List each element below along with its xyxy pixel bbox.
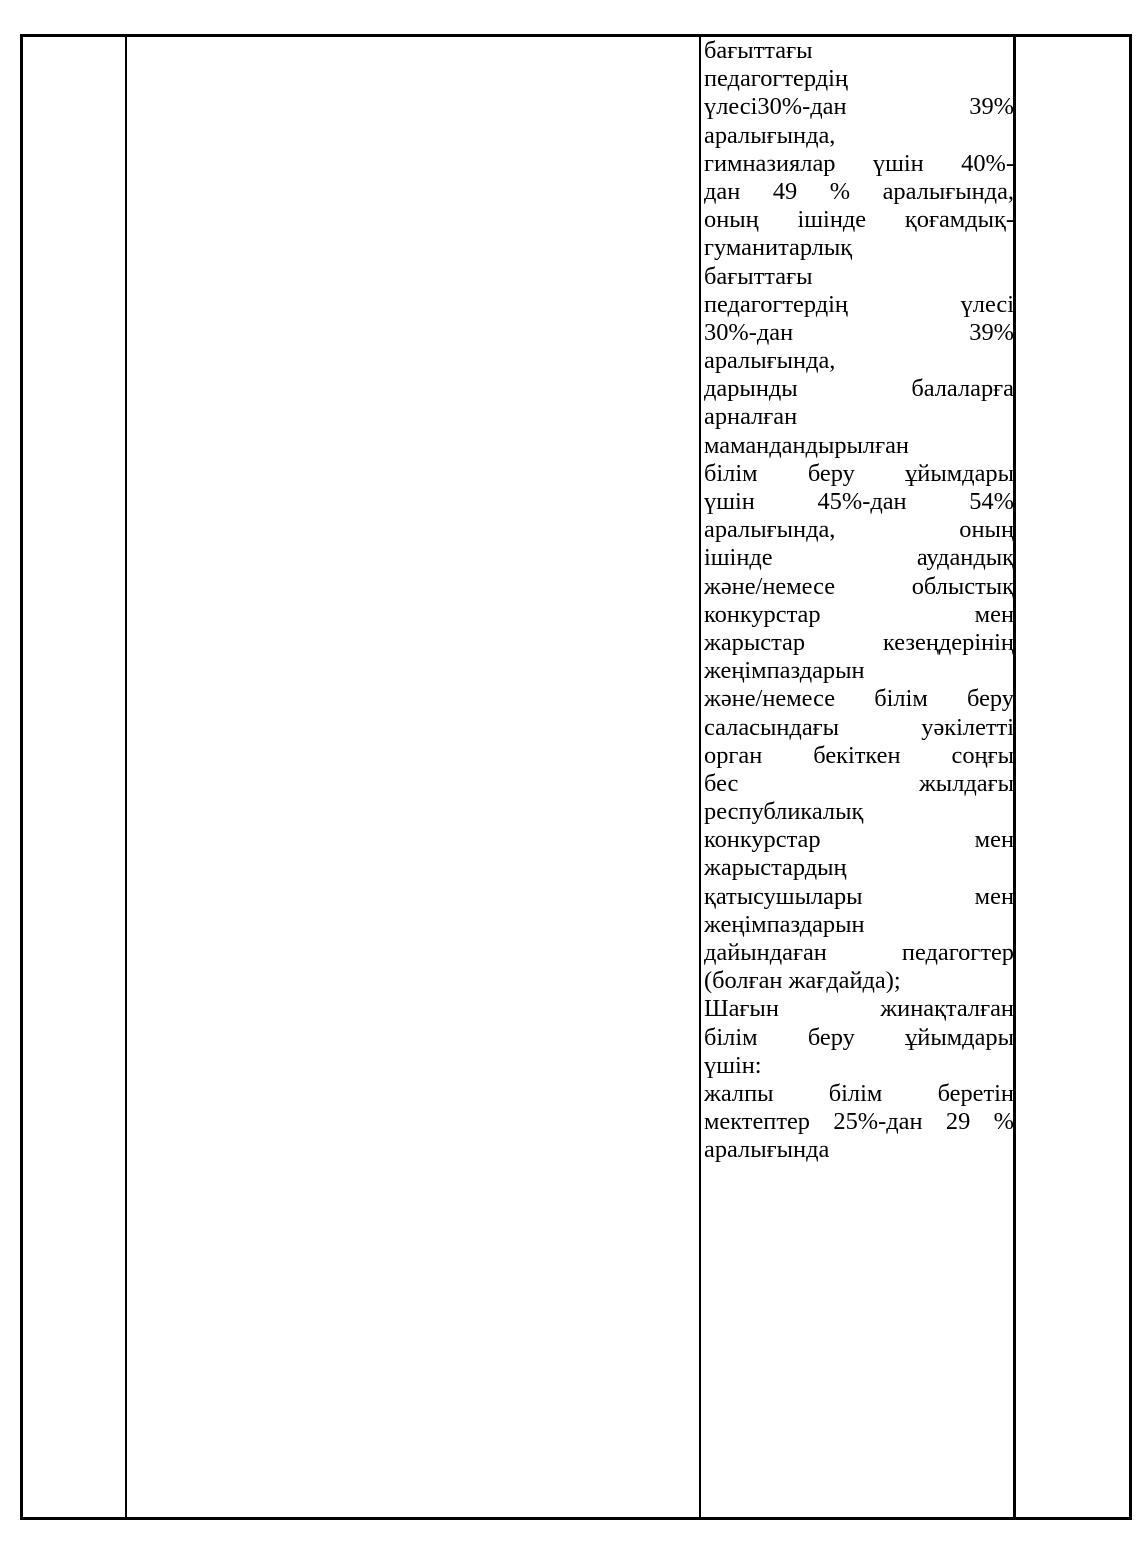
cell-text-line: конкурстар мен: [704, 600, 1014, 628]
cell-text-line: арналған: [704, 403, 798, 431]
cell-text-line: педагогтердің: [704, 65, 848, 93]
cell-text-line: бағыттағы: [704, 262, 813, 290]
cell-text-line: (болған жағдайда);: [704, 967, 901, 995]
cell-text-line: дарынды балаларға: [704, 375, 1014, 403]
cell-text-line: білім беру ұйымдары: [704, 459, 1014, 487]
cell-text-line: оның ішінде қоғамдық-: [704, 206, 1014, 234]
cell-text-line: үлесі30%-дан 39%: [704, 93, 1014, 121]
cell-text-line: республикалық: [704, 798, 864, 826]
cell-text-line: аралығында, оның: [704, 516, 1014, 544]
column-divider-2: [699, 37, 701, 1517]
cell-text-line: педагогтердің үлесі: [704, 290, 1014, 318]
cell-text-line: 30%-дан 39%: [704, 318, 1014, 346]
cell-text-line: жеңімпаздарын: [704, 910, 865, 938]
cell-text-line: саласындағы уәкілетті: [704, 713, 1014, 741]
cell-text-line: ішінде аудандық: [704, 544, 1014, 572]
cell-text-line: Шағын жинақталған: [704, 995, 1014, 1023]
cell-text-line: гимназиялар үшін 40%-: [704, 149, 1014, 177]
cell-text-line: орган бекіткен соңғы: [704, 741, 1014, 769]
cell-text-line: бағыттағы: [704, 37, 813, 64]
cell-text-line: аралығында,: [704, 121, 836, 149]
cell-text-line: гуманитарлық: [704, 234, 853, 262]
document-table: [20, 34, 1132, 1520]
cell-text-line: мамандандырылған: [704, 431, 909, 459]
cell-text-line: білім беру ұйымдары: [704, 1023, 1014, 1051]
cell-text-line: бес жылдағы: [704, 769, 1014, 797]
cell-text-line: аралығында: [704, 1136, 830, 1164]
cell-text-line: және/немесе білім беру: [704, 685, 1014, 713]
cell-text-line: жарыстар кезеңдерінің: [704, 628, 1014, 656]
cell-text-line: қатысушылары мен: [704, 882, 1014, 910]
cell-text-line: дайындаған педагогтер: [704, 939, 1014, 966]
cell-text-line: мектептер 25%-дан 29 %: [704, 1108, 1014, 1136]
cell-text-line: үшін 45%-дан 54%: [704, 488, 1014, 515]
cell-text-line: жалпы білім беретін: [704, 1079, 1014, 1107]
cell-text-line: үшін:: [704, 1051, 762, 1079]
cell-text-line: және/немесе облыстық: [704, 572, 1014, 600]
cell-text-line: жеңімпаздарын: [704, 657, 865, 685]
cell-text-line: аралығында,: [704, 347, 836, 375]
column-divider-1: [125, 37, 127, 1517]
cell-text-line: дан 49 % аралығында,: [704, 177, 1014, 205]
cell-text-line: конкурстар мен: [704, 826, 1014, 854]
cell-text-line: жарыстардың: [704, 854, 847, 882]
table-cell-text: [704, 37, 1014, 1165]
